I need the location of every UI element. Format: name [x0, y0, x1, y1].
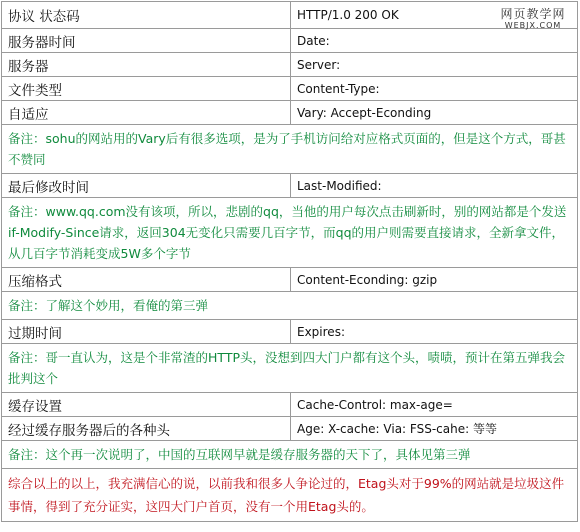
- table-row: [2, 393, 578, 417]
- row-value: Cache-Control: max-age=: [291, 393, 578, 417]
- row-value: Vary: Accept-Econding: [291, 101, 578, 125]
- site-watermark: [488, 7, 578, 31]
- conclusion-text: 综合以上的以上，我充满信心的说，以前我和很多人争论过的，Etag头对于99%的网站就是垃圾这件事情，得到了充分证实，这四大门户首页，没有一个用Etag头的。: [2, 469, 578, 522]
- row-label: 服务器: [2, 53, 291, 77]
- row-label: 缓存设置: [2, 393, 291, 417]
- table-row: [2, 77, 578, 101]
- row-value: Age: X-cache: Via: FSS-cahe: 等等: [291, 417, 578, 441]
- row-value: Content-Type:: [291, 77, 578, 101]
- row-label: 经过缓存服务器后的各种头: [2, 417, 291, 441]
- table-row: [2, 29, 578, 53]
- row-label: 压缩格式: [2, 268, 291, 292]
- row-label: 服务器时间: [2, 29, 291, 53]
- table-row: [2, 101, 578, 125]
- note-row: [2, 292, 578, 320]
- watermark-site: WEBJX.COM: [504, 21, 562, 30]
- row-value: Date:: [291, 29, 578, 53]
- row-value: Server:: [291, 53, 578, 77]
- table-row: [2, 417, 578, 441]
- row-label: 最后修改时间: [2, 174, 291, 198]
- note-row: [2, 344, 578, 393]
- row-label: 过期时间: [2, 320, 291, 344]
- note-row: [2, 441, 578, 469]
- watermark-title: 网页教学网: [500, 7, 566, 21]
- note-text: 备注：哥一直认为，这是个非常渣的HTTP头，没想到四大门户都有这个头，啧啧，预计在第五弹我会批判这个: [2, 344, 578, 393]
- table-row: [2, 320, 578, 344]
- conclusion-row: [2, 469, 578, 522]
- row-value: Content-Econding: gzip: [291, 268, 578, 292]
- row-label: 自适应: [2, 101, 291, 125]
- row-label: 协议 状态码: [2, 2, 291, 29]
- row-value: HTTP/1.0 200 OK: [291, 2, 578, 29]
- note-row: [2, 198, 578, 268]
- table-row: [2, 174, 578, 198]
- note-row: [2, 125, 578, 174]
- note-text: 备注：www.qq.com没有该项，所以，悲剧的qq，当他的用户每次点击刷新时，别的网站都是个发送if-Modify-Since请求，返回304无变化只需要几百字节，而qq的用户则需要直接请求，全新拿文件，从几百字节消耗变成5W多个字节: [2, 198, 578, 268]
- note-text: 备注：这个再一次说明了，中国的互联网早就是缓存服务器的天下了，具体见第三弹: [2, 441, 578, 469]
- note-text: 备注：sohu的网站用的Vary后有很多选项，是为了手机访问给对应格式页面的，但是这个方式，哥甚不赞同: [2, 125, 578, 174]
- row-label: 文件类型: [2, 77, 291, 101]
- http-headers-table: [1, 1, 578, 522]
- row-value: Last-Modified:: [291, 174, 578, 198]
- note-text: 备注：了解这个妙用，看俺的第三弹: [2, 292, 578, 320]
- row-value: Expires:: [291, 320, 578, 344]
- table-row: [2, 268, 578, 292]
- table-row: [2, 53, 578, 77]
